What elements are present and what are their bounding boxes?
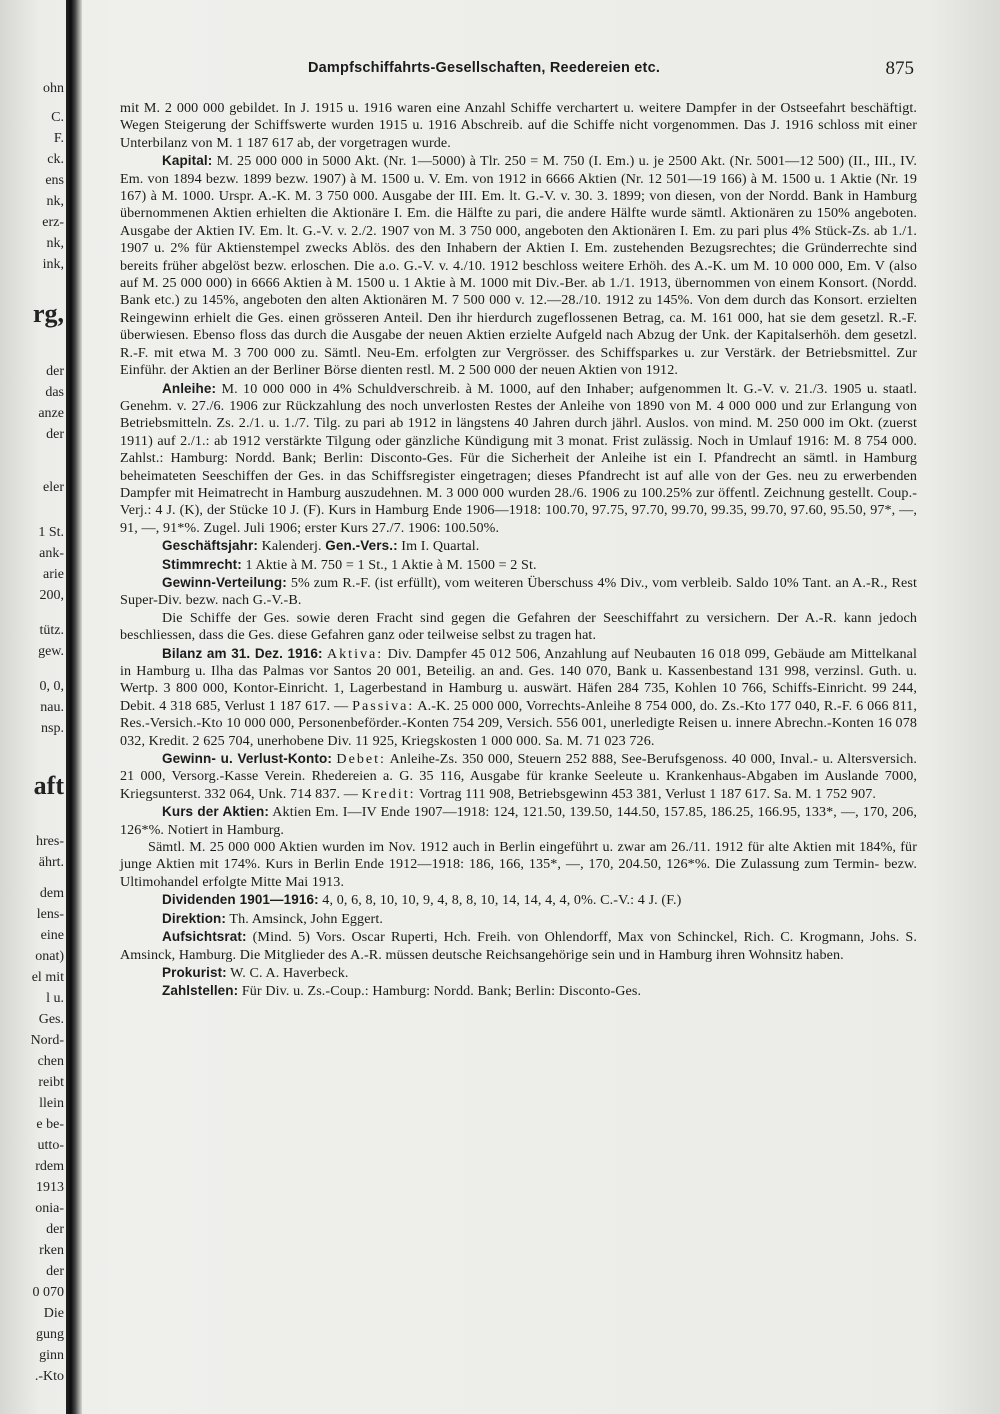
bilanz-label: Bilanz am 31. Dez. 1916:	[162, 645, 323, 661]
fragment-line: ck.	[47, 152, 64, 167]
guv-debet-label: Debet:	[336, 751, 386, 768]
bilanz-aktiva-label: Aktiva:	[326, 645, 384, 662]
zahlstellen-label: Zahlstellen:	[162, 983, 239, 999]
stimmrecht-paragraph	[120, 556, 917, 574]
gen-vers-label: Gen.-Vers.:	[325, 538, 398, 554]
fragment-heading: aft	[33, 771, 64, 800]
guv-kredit-label: Kredit:	[361, 785, 416, 802]
page-number: 875	[885, 58, 914, 79]
bilanz-aktiva-text: Div. Dampfer 45 012 506, Anzahlung auf Neubauten 16 018 099, Gebäude am Mittelkanal in Hamburg u. Ilha das Palmas vor Santos 20 001, Beteilig. an and. Ges. 140 070, Bank u. Kassenbestand 131 998, verzinsl. Guth. u. Wertp. 3 800 000, Kontor-Einricht. 1, Lagerbestand in Hamburg u. auswärt. Häfen 284 735, Kohlen 10 766, Schiffs-Einricht. 99 244, Debit. 4 318 685, Verlust 1 187 617. —	[120, 645, 917, 714]
gewinn-verteilung-text: 5% zum R.-F. (ist erfüllt), vom weiteren Überschuss 4% Div., vom verbleib. Saldo 10% Tant. an A.-R., Rest Super-Div. bezw. nach G.-V.-B.	[120, 574, 917, 609]
fragment-line: hres-	[36, 834, 64, 849]
direktion-text: Th. Amsinck, John Eggert.	[229, 910, 383, 927]
fragment-line: 0 070	[32, 1285, 64, 1300]
fragment-line: 1913	[36, 1180, 64, 1195]
header-title: Dampfschiffahrts-Gesellschaften, Reedereien etc.	[308, 60, 661, 76]
fragment-line: gung	[36, 1327, 64, 1342]
kurs-label: Kurs der Aktien:	[162, 804, 269, 820]
stimmrecht-label: Stimmrecht:	[162, 556, 242, 572]
previous-page-fragments	[0, 78, 64, 1387]
direktion-label: Direktion:	[162, 910, 227, 926]
fragment-line: reibt	[38, 1075, 64, 1090]
stimmrecht-text: 1 Aktie à M. 750 = 1 St., 1 Aktie à M. 1500 = 2 St.	[245, 556, 537, 573]
fragment-line: .-Kto	[34, 1369, 64, 1384]
fragment-line: 200,	[39, 588, 64, 603]
kapital-paragraph	[120, 152, 917, 379]
fragment-heading: rg,	[32, 299, 64, 328]
fragment-line: Die	[43, 1306, 64, 1321]
fragment-line: der	[46, 1264, 64, 1279]
gen-vers-text: Im I. Quartal.	[401, 538, 480, 555]
kurs-paragraph	[120, 803, 917, 839]
aufsichtsrat-label: Aufsichtsrat:	[162, 929, 247, 945]
prokurist-label: Prokurist:	[162, 964, 227, 980]
fragment-line: nk,	[46, 194, 64, 209]
fragment-line: chen	[37, 1054, 64, 1069]
fragment-line: tütz.	[39, 623, 64, 638]
guv-kredit-text: Vortrag 111 908, Betriebsgewinn 453 381, Verlust 1 187 617. Sa. M. 1 752 907.	[418, 785, 877, 802]
zahlstellen-paragraph	[120, 982, 917, 1000]
fragment-line: dem	[39, 886, 64, 901]
guv-paragraph	[120, 750, 917, 803]
fragment-line: ährt.	[38, 855, 64, 870]
fragment-line: l u.	[46, 991, 64, 1006]
geschaeftsjahr-paragraph	[120, 537, 917, 555]
fragment-line: onat)	[35, 949, 64, 964]
dividenden-text: 4, 0, 6, 8, 10, 10, 9, 4, 8, 8, 10, 14, 14, 4, 4, 0%. C.-V.: 4 J. (F.)	[322, 892, 682, 909]
fragment-line: eler	[43, 480, 64, 495]
book-gutter-shadow	[66, 0, 82, 1414]
fragment-line: ink,	[42, 257, 64, 272]
kapital-label: Kapital:	[162, 153, 213, 169]
fragment-line: F.	[53, 131, 64, 146]
anleihe-paragraph	[120, 380, 917, 538]
fragment-line: rken	[39, 1243, 64, 1258]
kurs-paragraph-2: Sämtl. M. 25 000 000 Aktien wurden im Nov. 1912 auch in Berlin eingeführt u. zwar am 26./11. 1912 für alte Aktien mit 184%, für junge Aktien mit 174%. Kurs in Berlin Ende 1912—1918: 186, 166, 135*, —, 170, 204.50, 126*%. Die Zulassung zum Termin- bezw. Ultimohandel erfolgte Mitte Mai 1913.	[120, 839, 917, 890]
guv-debet-text: Anleihe-Zs. 350 000, Steuern 252 888, See-Berufsgenoss. 40 000, Inval.- u. Altersversich. 21 000, Versorg.-Kasse Verein. Rhedereien a. G. 35 116, Ausgabe für kranke Seeleute u. Krankenhaus-Abgaben im Auslande 7000, Kriegsunterst. 332 064, Unk. 714 837. —	[120, 751, 917, 802]
fragment-line: 1 St.	[38, 525, 64, 540]
anleihe-label: Anleihe:	[162, 380, 217, 396]
schiffe-paragraph: Die Schiffe der Ges. sowie deren Fracht sind gegen die Gefahren der Seeschiffahrt zu versichern. Der A.-R. kann jedoch beschliessen, dass die Ges. diese Gefahren ganz oder teilweise selbst zu tragen hat.	[120, 609, 917, 644]
intro-paragraph: mit M. 2 000 000 gebildet. In J. 1915 u. 1916 waren eine Anzahl Schiffe verchartert u. weitere Dampfer in der Ostseefahrt beschäftigt. Wegen Steigerung der Schiffswerte wurden 1915 u. 1916 Abschreib. auf die Schiffe nicht vorgenommen. Das J. 1916 schloss mit einer Unterbilanz von M. 1 187 617 ab, der vorgetragen wurde.	[120, 100, 917, 151]
fragment-line: C.	[51, 110, 64, 125]
fragment-line: onia-	[35, 1201, 64, 1216]
bilanz-passiva-text: A.-K. 25 000 000, Vorrechts-Anleihe 8 754 000, do. Zs.-Kto 177 040, R.-F. 6 066 811, Res.-Versich.-Kto 10 000 000, Personenbeförder.-Konten 754 209, Versich. 556 001, unerledigte Reisen u. innere Abrechn.-Konten 16 078 032, Kredit. 2 625 704, unerhobene Div. 11 925, Kriegskosten 1 000 000. Sa. M. 71 023 726.	[120, 697, 917, 749]
fragment-line: nk,	[46, 236, 64, 251]
fragment-line: der	[46, 364, 64, 379]
gewinn-verteilung-paragraph	[120, 574, 917, 610]
geschaeftsjahr-text: Kalenderj.	[261, 538, 322, 555]
fragment-line: ohn	[43, 81, 64, 96]
fragment-line: rdem	[35, 1159, 64, 1174]
fragment-line: lens-	[36, 907, 64, 922]
geschaeftsjahr-label: Geschäftsjahr:	[162, 538, 258, 554]
fragment-line: eine	[40, 928, 64, 943]
main-text-column	[120, 100, 917, 1001]
fragment-line: el mit	[31, 970, 64, 985]
fragment-line: arie	[43, 567, 64, 582]
fragment-line: Nord-	[30, 1033, 64, 1048]
running-header	[96, 58, 920, 82]
fragment-line: gew.	[38, 644, 64, 659]
fragment-line: der	[46, 1222, 64, 1237]
fragment-line: das	[45, 385, 64, 400]
prokurist-text: W. C. A. Haverbeck.	[230, 964, 349, 981]
fragment-line: nsp.	[41, 721, 64, 736]
fragment-line: ank-	[39, 546, 64, 561]
bilanz-passiva-label: Passiva:	[352, 697, 415, 714]
aufsichtsrat-paragraph	[120, 928, 917, 964]
zahlstellen-text: Für Div. u. Zs.-Coup.: Hamburg: Nordd. Bank; Berlin: Disconto-Ges.	[241, 983, 642, 1000]
kurs-text: Aktien Em. I—IV Ende 1907—1918: 124, 121.50, 139.50, 144.50, 157.85, 186.25, 166.95, 133*, —, 170, 206, 126*%. Notiert in Hamburg.	[120, 804, 918, 838]
fragment-line: utto-	[37, 1138, 64, 1153]
fragment-line: ens	[45, 173, 64, 188]
prokurist-paragraph	[120, 964, 917, 982]
fragment-line: der	[46, 427, 64, 442]
gewinn-verteilung-label: Gewinn-Verteilung:	[162, 574, 287, 590]
fragment-line: e be-	[36, 1117, 64, 1132]
fragment-line: 0, 0,	[39, 679, 64, 694]
fragment-line: erz-	[42, 215, 64, 230]
kapital-text: M. 25 000 000 in 5000 Akt. (Nr. 1—5000) à Tlr. 250 = M. 750 (I. Em.) u. je 2500 Akt. (Nr. 5001—12 500) (II., III., IV. Em. von 1894 bezw. 1899 bezw. 1907) à M. 1500 u. V. Em. von 1912 in 6666 Aktien (Nr. 12 501—19 166) à M. 1500 u. 1 Aktie (Nr. 19 167) à M. 1000. Urspr. A.-K. M. 3 750 000. Ausgabe der III. Em. lt. G.-V. v. 30. 3. 1899; von diesen, von der Nordd. Bank in Hamburg übernommenen Aktien erhielten die Aktionäre I. Em. die Hälfte zu pari, die andere Hälfte wurde sämtl. Aktionären zu 150% angeboten. Ausgabe der Aktien IV. Em. lt. G.-V. v. 2./2. 1907 von M. 3 750 000, angeboten den Aktionären I. Em. zu pari plus 4% Stück-Zs. ab 1./1. 1907 u. 2% für Aktienstempel zwecks Ablös. des den Inhabern der Aktien I. Em. zustehenden Bezugsrechtes; die Gründerrechte sind bereits früher abgelöst bezw. erloschen. Die a.o. G.-V. v. 4./10. 1912 beschloss weitere Erhöh. des A.-K. um M. 10 000 000, Em. V (also auf M. 25 000 000) in 6666 Aktien à M. 1500 u. 1 Aktie à M. 1000 mit Div.-Ber. ab 1./1. 1913, übernommen von einem Konsort. (Nordd. Bank etc.) zu 145%, angeboten den alten Aktionären M. 7 500 000 v. 12.—28./10. 1912 zu 145%. Von dem durch das Konsort. erzielten Reingewinn erhielt die Ges. einen grösseren Anteil. Den ihr hierdurch zugeflossenen Betrag, ca. M. 161 000, hat sie dem gesetzl. R.-F. überwiesen. Ebenso floss das durch die Ausgabe der neuen Aktien erzielte Aufgeld nach Abzug der Unk. der Kapitalserhöh. dem gesetzl. R.-F. mit etwa M. 3 700 000 zu. Sämtl. Neu-Em. erfolgten zur Vergrösser. des Schiffsparkes u. zur Verstärk. der Betriebsmittel. Zur Einführ. der Aktien an der Berliner Börse dienten restl. M. 2 500 000 der neuen Aktien von 1912.	[120, 153, 917, 379]
bilanz-paragraph	[120, 645, 917, 750]
fragment-line: anze	[38, 406, 64, 421]
fragment-line: llein	[39, 1096, 64, 1111]
fragment-line: ginn	[39, 1348, 64, 1363]
guv-label: Gewinn- u. Verlust-Konto:	[162, 751, 332, 767]
anleihe-text: M. 10 000 000 in 4% Schuldverschreib. à M. 1000, auf den Inhaber; aufgenommen lt. G.-V. v. 21./3. 1905 u. staatl. Genehm. v. 27./6. 1906 zur Rückzahlung des noch unverlosten Restes der Anleihe von 1890 von M. 4 000 000 und zur Erlangung von Betriebsmitteln. Zs. 2./1. u. 1./7. Tilg. zu pari ab 1912 in längstens 40 Jahren durch jährl. Auslos. von mind. M. 250 000 im Okt. (zuerst 1911) auf 2./1.: ab 1912 verstärkte Tilgung oder gänzliche Kündigung mit 3 monat. Frist zulässig. Noch in Umlauf 1916: M. 8 754 000. Zahlst.: Hamburg: Nordd. Bank; Berlin: Disconto-Ges. Für die Sicherheit der Anleihe ist ein I. Pfandrecht an sämtl. in Hamburg beheimateten Seeschiffen der Ges. in das Schiffsregister eingetragen; dieses Pfandrecht ist auf alle von der Ges. neu zu erwerbenden Dampfer mit Heimatrecht in Hamburg auszudehnen. M. 3 000 000 wurden 28./6. 1906 zu 100.25% zur öffentl. Zeichnung gestellt. Coup.-Verj.: 4 J. (K), der Stücke 10 J. (F). Kurs in Hamburg Ende 1906—1918: 100.70, 97.75, 97.70, 99.70, 99.35, 99.70, 97.60, 95.50, 97*, —, 91, —, 91*%. Zugel. Juli 1906; erster Kurs 27./7. 1906: 100.50%.	[120, 380, 918, 536]
dividenden-paragraph	[120, 891, 917, 909]
fragment-line: nau.	[40, 700, 64, 715]
direktion-paragraph	[120, 910, 917, 928]
aufsichtsrat-text: (Mind. 5) Vors. Oscar Ruperti, Hch. Freih. von Ohlendorff, Max von Schinckel, Rich. C. Krogmann, Johs. S. Amsinck, Hamburg. Die Mitglieder des A.-R. müssen deutsche Reichsangehörige sein und in Hamburg ihren Wohnsitz haben.	[120, 929, 917, 963]
dividenden-label: Dividenden 1901—1916:	[162, 892, 319, 908]
fragment-line: Ges.	[38, 1012, 64, 1027]
